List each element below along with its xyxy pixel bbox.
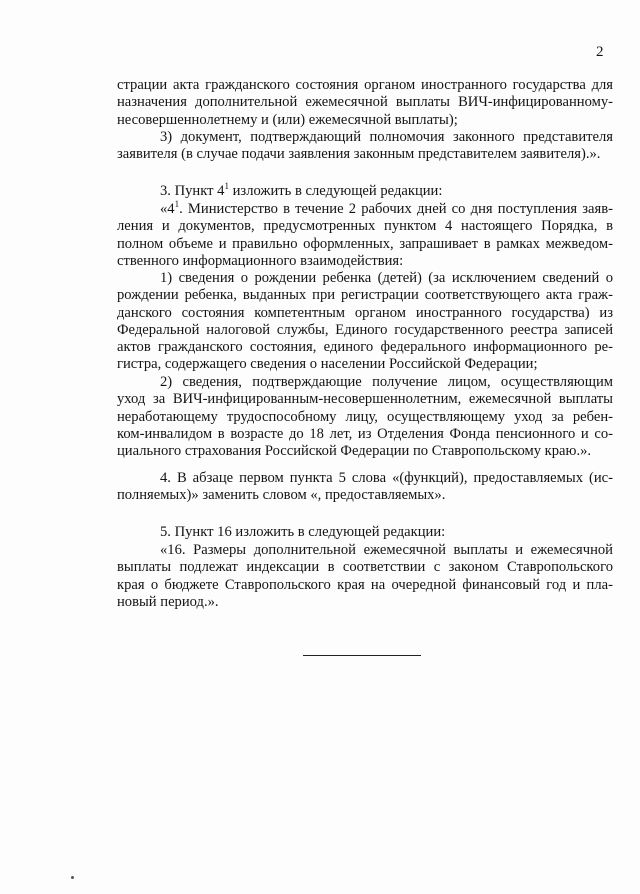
text-line [117, 201, 613, 218]
text-line: 5. Пункт 16 изложить в следующей редакции: [160, 524, 446, 540]
paragraph-continuation [117, 77, 613, 129]
text-line: полном объеме и правильно оформленных, запрашивает в рамках межведом- [117, 235, 613, 252]
text-line: несовершеннолетнему и (или) ежемесячной выплаты); [117, 111, 458, 128]
paragraph-clause-4-1 [117, 201, 613, 270]
superscript: 1 [174, 199, 180, 209]
text-line: «16. Размеры дополнительной ежемесячной выплаты и ежемесячной [160, 542, 613, 558]
scan-speck [71, 876, 74, 879]
text-line: неработающему трудоспособному лицу, осуществляющему уход за ребен- [117, 408, 613, 425]
text-line: уход за ВИЧ-инфицированным-несовершеннолетним, ежемесячной выплаты [117, 391, 613, 408]
paragraph-amendment-5 [117, 524, 613, 541]
paragraph-amendment-3 [117, 183, 613, 200]
page-number: 2 [596, 44, 604, 60]
text-line: циального страхования Российской Федерации по Ставропольскому краю.». [117, 443, 592, 460]
text-line: назначения дополнительной ежемесячной выплаты ВИЧ-инфицированному- [117, 94, 613, 111]
text-line: полняемых)» заменить словом «, предоставляемых». [117, 487, 446, 504]
text-line: края о бюджете Ставропольского края на очередной финансовый год и пла- [117, 576, 613, 593]
paragraph-subitem-2 [117, 374, 613, 460]
text-line: заявителя (в случае подачи заявления законным представителем заявителя).». [117, 146, 601, 163]
text-line: 1) сведения о рождении ребенка (детей) (за исключением сведений о [160, 270, 613, 286]
end-separator-line [303, 655, 421, 656]
text-line: ственного информационного взаимодействия: [117, 252, 404, 269]
text-line: гистра, содержащего сведения о населении Российской Федерации; [117, 356, 538, 373]
paragraph-subitem-1 [117, 270, 613, 374]
text-line: рождении ребенка, выданных при регистрации соответствующего акта граж- [117, 287, 613, 304]
text-line [117, 183, 613, 200]
text-line: ления и документов, предусмотренных пунктом 4 настоящего Порядка, в [117, 218, 613, 235]
text-fragment: «4 [160, 201, 175, 217]
text-line: новый период.». [117, 593, 219, 610]
text-fragment: изложить в следующей редакции: [228, 183, 443, 199]
text-line: Федеральной налоговой службы, Единого государственного реестра записей [117, 321, 613, 338]
text-fragment: . Министерство в течение 2 рабочих дней со дня поступления заяв- [179, 201, 613, 217]
superscript: 1 [224, 181, 229, 191]
text-line: 2) сведения, подтверждающие получение лицом, осуществляющим [160, 374, 613, 390]
text-fragment: 3. Пункт 4 [160, 183, 225, 199]
text-line: актов гражданского состояния, единого федерального информационного ре- [117, 339, 613, 356]
text-line: страции акта гражданского состояния органом иностранного государства для [117, 77, 613, 93]
paragraph-clause-16 [117, 542, 613, 611]
text-line: 3) документ, подтверждающий полномочия законного представителя [160, 129, 613, 145]
paragraph-amendment-4 [117, 470, 613, 505]
paragraph-item-3-document [117, 129, 613, 164]
text-line: ком-инвалидом в возрасте до 18 лет, из Отделения Фонда пенсионного и со- [117, 425, 613, 442]
text-line: 4. В абзаце первом пункта 5 слова «(функций), предоставляемых (ис- [160, 470, 613, 486]
text-line: данского состояния компетентным органом иностранного государства) из [117, 304, 613, 321]
text-line: выплаты подлежат индексации в соответствии с законом Ставропольского [117, 559, 613, 576]
